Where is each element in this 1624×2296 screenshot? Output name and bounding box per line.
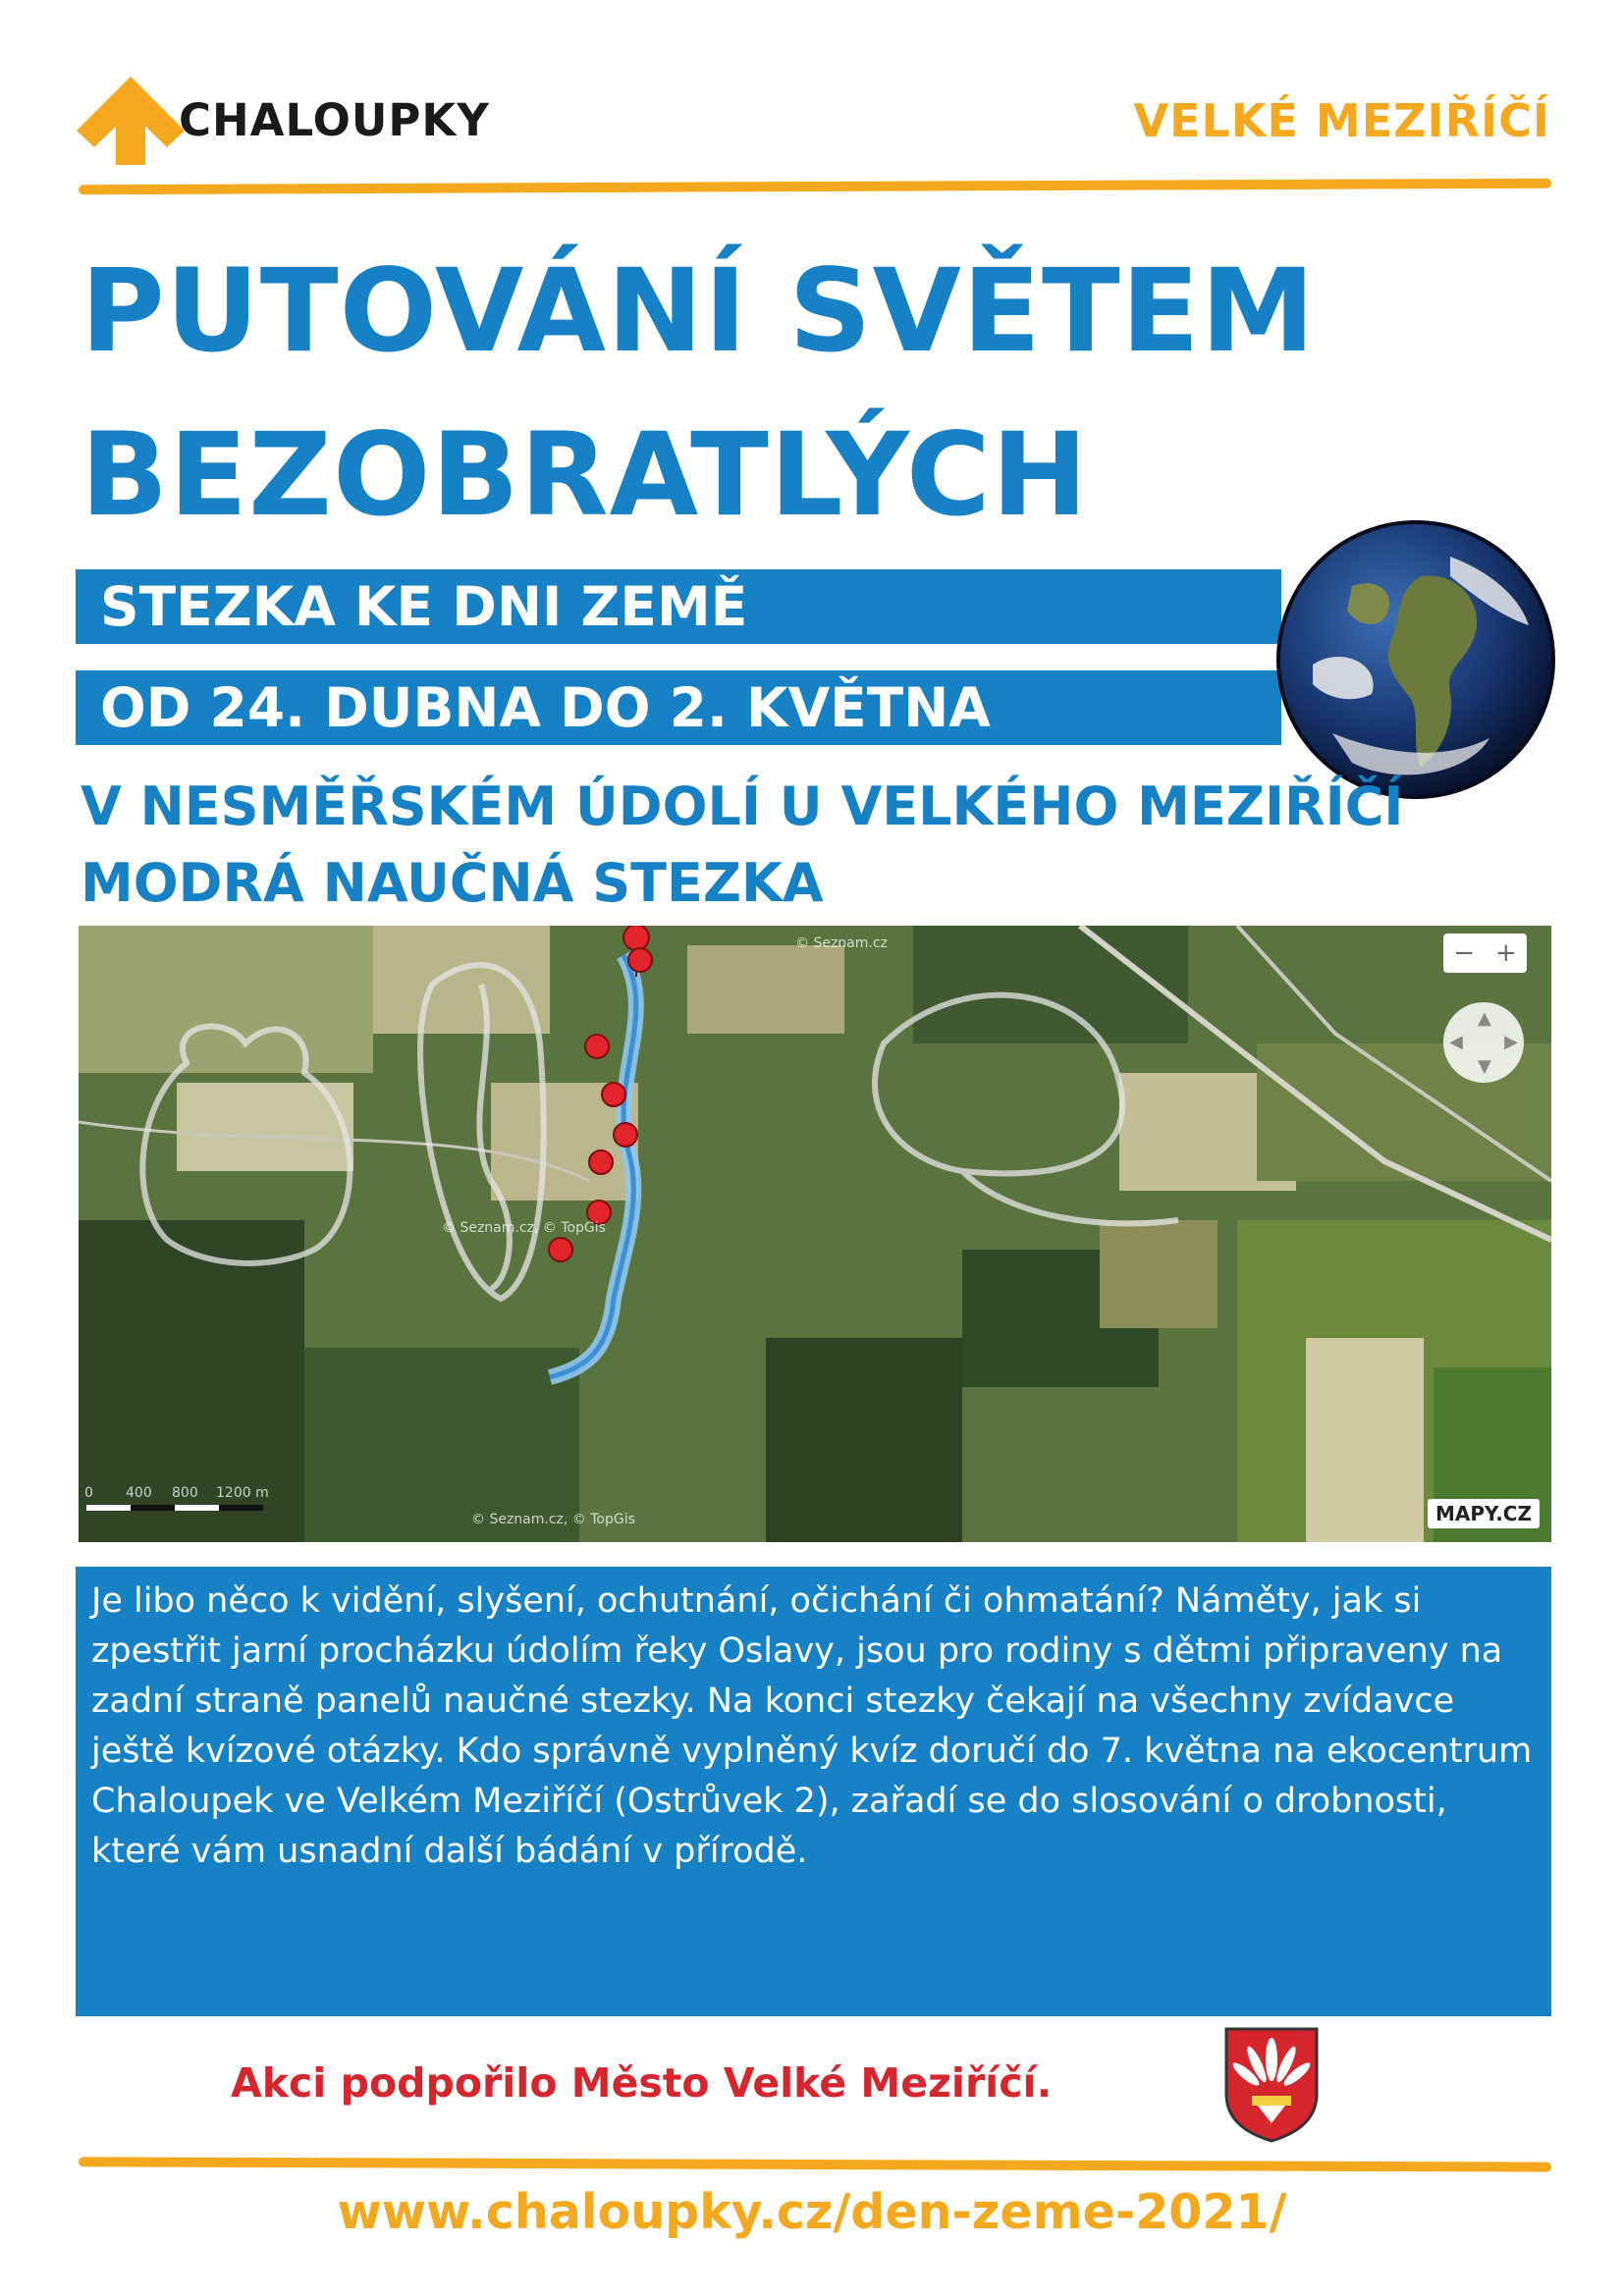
chaloupky-logo-icon <box>77 77 185 165</box>
info-text: Je libo něco k vidění, slyšení, ochutnání, očichání či ohmatání? Náměty, jak si zpestřit jarní procházku údolím řeky Oslavy, jsou pro rodiny s dětmi připraveny na zadní straně panelů naučné stezky. Na konci stezky čekají na všechny zvídavce ještě kvízové otázky. Kdo správně vyplněný kvíz doručí do 7. května na ekocentrum Chaloupek ve Velkém Meziříčí (Ostrůvek 2), zařadí se do slosování o drobnosti, které vám usnadní další bádání v přírodě. <box>91 1581 1533 1871</box>
bottom-divider <box>79 2157 1551 2171</box>
mapy-cz-logo[interactable]: MAPY.CZ <box>1428 1499 1540 1528</box>
pan-right-icon[interactable]: ▶ <box>1504 1032 1518 1052</box>
scale-label-1200: 1200 m <box>216 1485 269 1501</box>
scale-label-400: 400 <box>126 1485 152 1501</box>
map-credit-bottom: © Seznam.cz, © TopGis <box>471 1512 635 1527</box>
zoom-in-button[interactable]: + <box>1494 938 1517 968</box>
brand-name: CHALOUPKY <box>179 94 490 146</box>
map-credit-center: © Seznam.cz, © TopGis <box>442 1220 606 1236</box>
top-divider <box>79 179 1551 195</box>
zoom-out-button[interactable]: − <box>1453 938 1476 968</box>
pan-left-icon[interactable]: ◀ <box>1449 1032 1463 1052</box>
page-title-line-2: BEZOBRATLÝCH <box>81 407 1089 542</box>
trail-name-band: STEZKA KE DNI ZEMĚ <box>76 569 1281 644</box>
pan-up-icon[interactable]: ▲ <box>1478 1008 1491 1029</box>
info-box <box>76 1567 1551 2016</box>
town-name: VELKÉ MEZIŘÍČÍ <box>1133 94 1550 147</box>
date-band: OD 24. DUBNA DO 2. KVĚTNA <box>76 670 1281 745</box>
page-title-line-1: PUTOVÁNÍ SVĚTEM <box>81 243 1317 378</box>
map-credit-top: © Seznam.cz <box>795 935 888 951</box>
scale-label-0: 0 <box>84 1485 93 1501</box>
coat-of-arms-icon <box>1222 2025 1321 2143</box>
sponsor-note: Akci podpořilo Město Velké Meziříčí. <box>231 2059 1053 2107</box>
earth-globe-icon <box>1273 517 1558 802</box>
scale-label-800: 800 <box>172 1485 198 1501</box>
location-subtitle: V NESMĚŘSKÉM ÚDOLÍ U VELKÉHO MEZIŘÍČÍ <box>81 775 1404 837</box>
map-zoom-control <box>1443 934 1527 973</box>
trail-type-subtitle: MODRÁ NAUČNÁ STEZKA <box>81 852 824 914</box>
pan-down-icon[interactable]: ▼ <box>1478 1056 1491 1077</box>
satellite-map-image <box>79 926 1551 1542</box>
trail-map[interactable] <box>79 926 1551 1542</box>
event-url-link[interactable]: www.chaloupky.cz/den-zeme-2021/ <box>337 2184 1287 2240</box>
map-pan-control[interactable] <box>1443 1002 1524 1083</box>
